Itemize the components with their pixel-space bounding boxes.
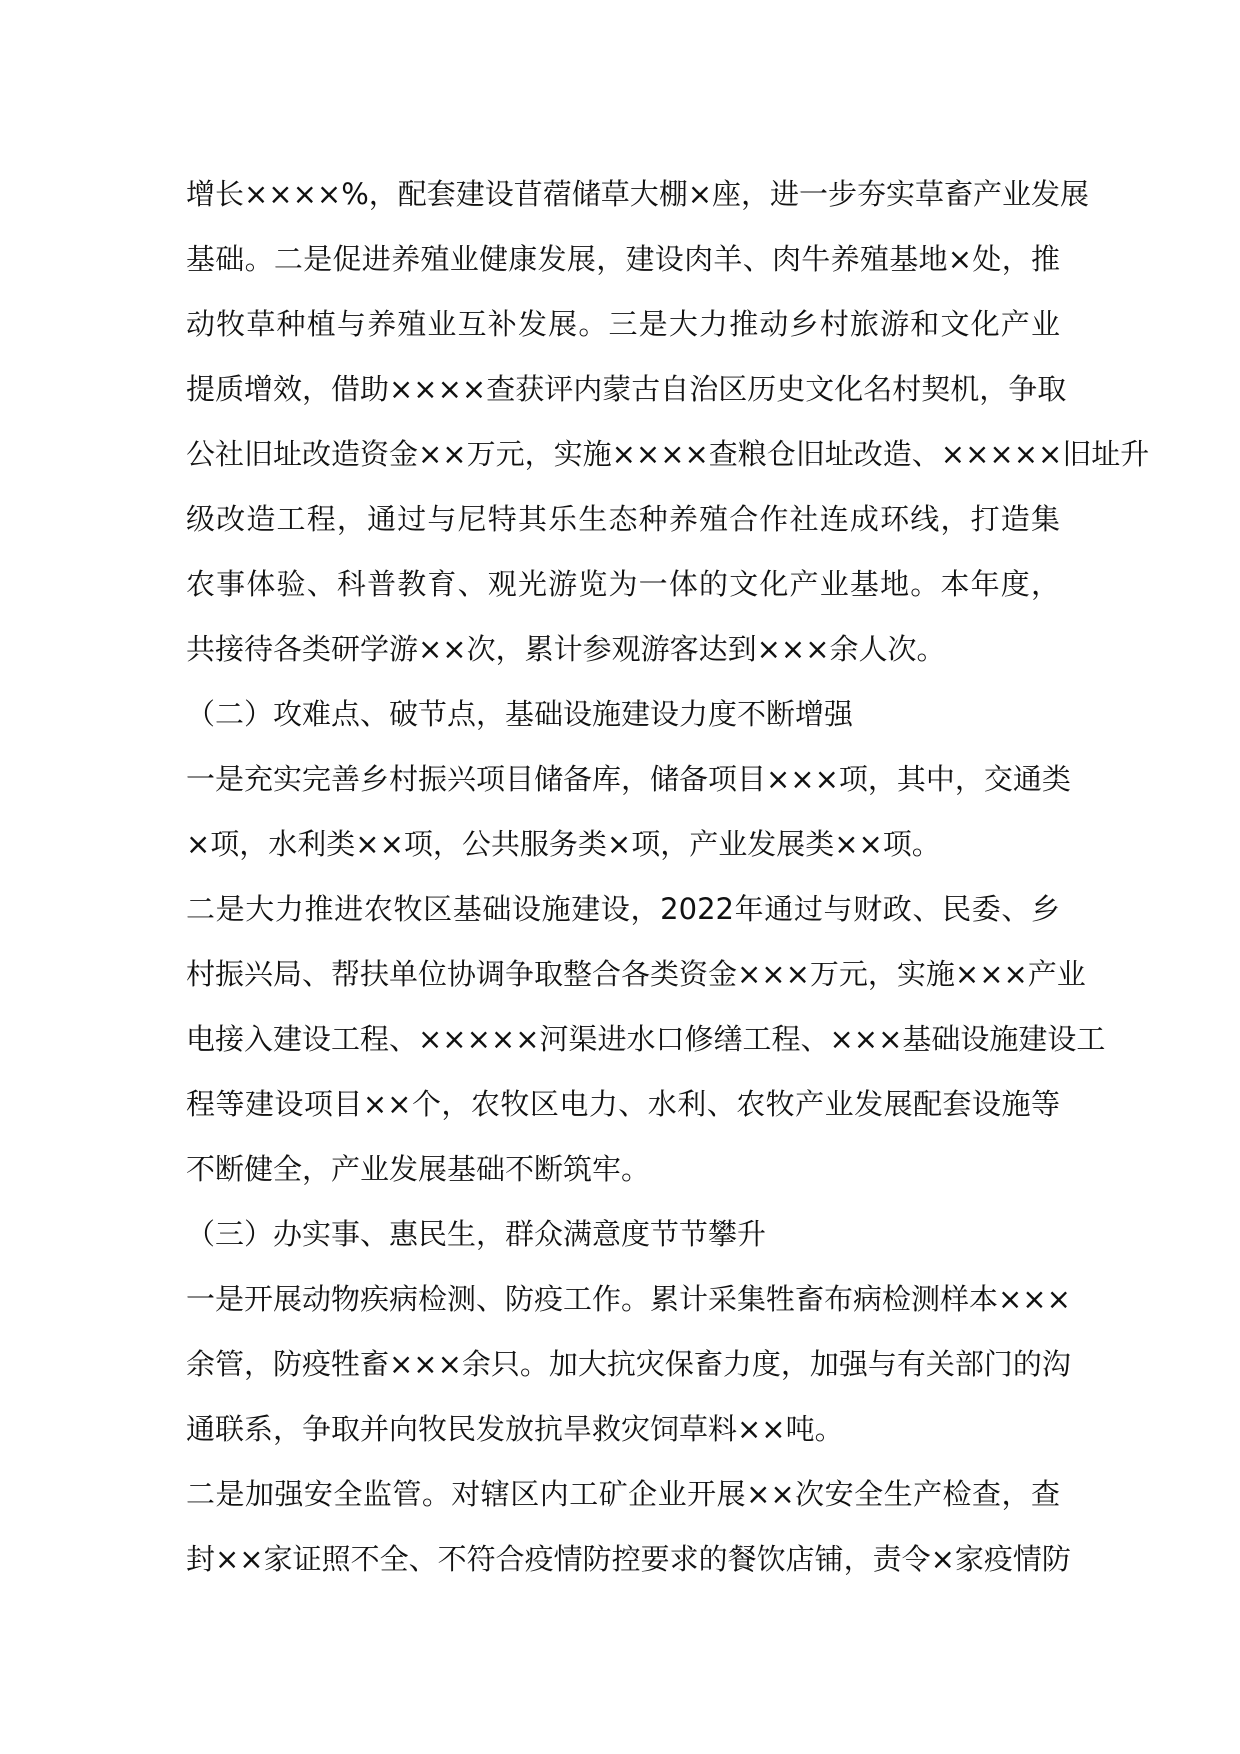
paragraph-line: 公社旧址改造资金××万元，实施××××查粮仓旧址改造、×××××旧址升 (186, 437, 1150, 471)
paragraph-line: 余管，防疫牲畜×××余只。加大抗灾保畜力度，加强与有关部门的沟 (186, 1347, 1071, 1381)
paragraph-line: 农事体验、科普教育、观光游览为一体的文化产业基地。本年度， (186, 567, 1060, 601)
section-heading: （三）办实事、惠民生，群众满意度节节攀升 (186, 1217, 767, 1251)
paragraph-line: 提质增效，借助××××查获评内蒙古自治区历史文化名村契机，争取 (186, 372, 1067, 406)
paragraph-line: 不断健全，产业发展基础不断筑牢。 (186, 1152, 651, 1186)
paragraph-line: 村振兴局、帮扶单位协调争取整合各类资金×××万元，实施×××产业 (186, 957, 1086, 991)
paragraph-line: 一是充实完善乡村振兴项目储备库，储备项目×××项，其中，交通类 (186, 762, 1071, 796)
paragraph-line: 基础。二是促进养殖业健康发展，建设肉羊、肉牛养殖基地×处，推 (186, 242, 1060, 276)
paragraph-line: 封××家证照不全、不符合疫情防控要求的餐饮店铺，责令×家疫情防 (186, 1542, 1071, 1576)
paragraph-line: 电接入建设工程、×××××河渠进水口修缮工程、×××基础设施建设工 (186, 1022, 1106, 1056)
paragraph-line: 级改造工程，通过与尼特其乐生态种养殖合作社连成环线，打造集 (186, 502, 1060, 536)
section-heading: （二）攻难点、破节点，基础设施建设力度不断增强 (186, 697, 854, 731)
paragraph-line: 通联系，争取并向牧民发放抗旱救灾饲草料××吨。 (186, 1412, 844, 1446)
paragraph-line: ×项，水利类××项，公共服务类×项，产业发展类××项。 (186, 827, 941, 861)
paragraph-line: 共接待各类研学游××次，累计参观游客达到×××余人次。 (186, 632, 946, 666)
paragraph-line: 一是开展动物疾病检测、防疫工作。累计采集牲畜布病检测样本××× (186, 1282, 1071, 1316)
paragraph-line: 二是加强安全监管。对辖区内工矿企业开展××次安全生产检查，查 (186, 1477, 1060, 1511)
paragraph-line: 二是大力推进农牧区基础设施建设，2022年通过与财政、民委、乡 (186, 892, 1060, 926)
document-body (186, 162, 1150, 1592)
paragraph-line: 程等建设项目××个，农牧区电力、水利、农牧产业发展配套设施等 (186, 1087, 1060, 1121)
paragraph-line: 增长××××%，配套建设苜蓿储草大棚×座，进一步夯实草畜产业发展 (186, 177, 1090, 211)
paragraph-line: 动牧草种植与养殖业互补发展。三是大力推动乡村旅游和文化产业 (186, 307, 1060, 341)
